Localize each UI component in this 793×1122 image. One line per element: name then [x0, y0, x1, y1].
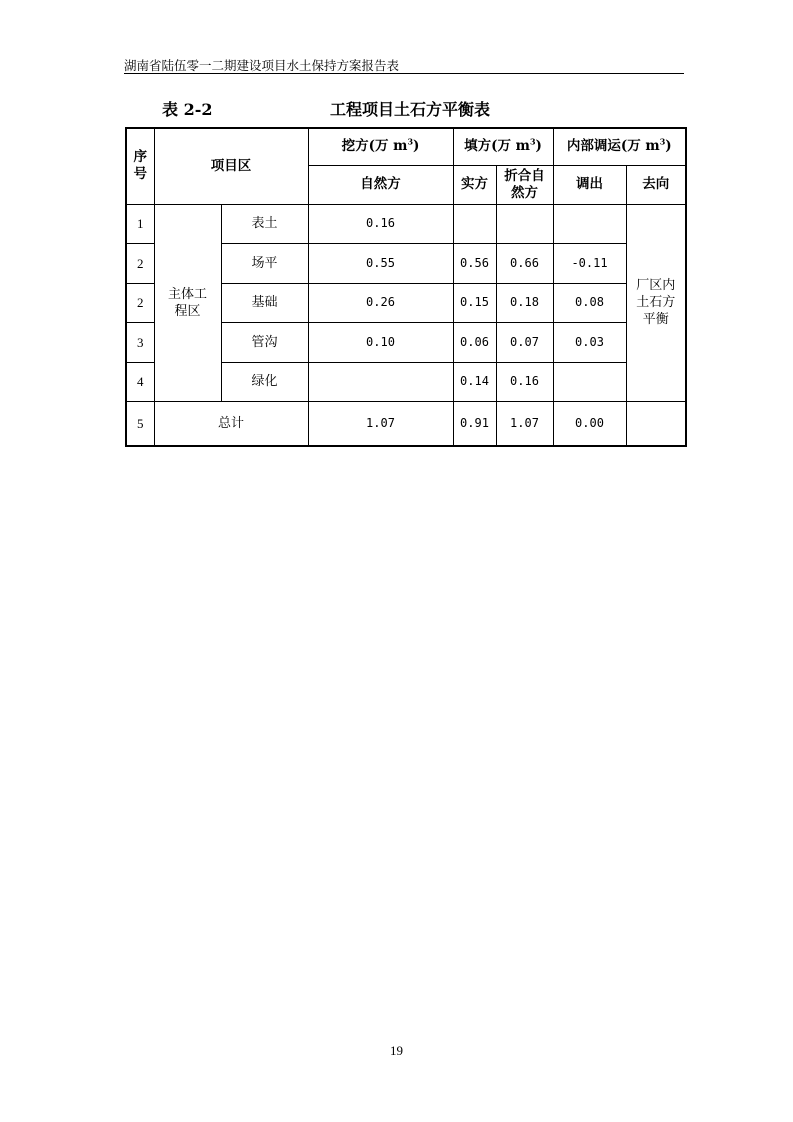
- row-fill-natural: 0.66: [496, 243, 553, 283]
- row-fill-actual: 0.15: [453, 283, 496, 322]
- header-rule: [124, 73, 684, 74]
- total-label: 总计: [154, 401, 308, 446]
- total-direction: [626, 401, 686, 446]
- row-seq: 3: [126, 322, 154, 362]
- row-fill-actual: 0.56: [453, 243, 496, 283]
- row-fill-natural: [496, 204, 553, 243]
- header-fill: 填方(万 $m^3$): [453, 128, 553, 165]
- total-fill-natural: 1.07: [496, 401, 553, 446]
- table-row: [126, 204, 686, 243]
- table-number: 表 2-2: [162, 100, 213, 119]
- row-item: 管沟: [221, 322, 308, 362]
- header-excavation: 挖方(万 $m^3$): [308, 128, 453, 165]
- total-fill-actual: 0.91: [453, 401, 496, 446]
- direction-note: 厂区内 土石方 平衡: [626, 204, 686, 401]
- row-fill-natural: 0.16: [496, 362, 553, 401]
- row-item: 绿化: [221, 362, 308, 401]
- row-seq: 1: [126, 204, 154, 243]
- header-actual: 实方: [453, 165, 496, 204]
- row-excavation: [308, 362, 453, 401]
- total-excavation: 1.07: [308, 401, 453, 446]
- header-seq: 序 号: [126, 128, 154, 204]
- row-excavation: 0.26: [308, 283, 453, 322]
- page-number: 19: [390, 1043, 403, 1058]
- total-row: [126, 401, 686, 446]
- row-item: 基础: [221, 283, 308, 322]
- group-label: 主体工 程区: [154, 204, 221, 401]
- header-converted-natural: 折合自 然方: [496, 165, 553, 204]
- row-out: 0.03: [553, 322, 626, 362]
- table-title: 工程项目土石方平衡表: [330, 100, 491, 119]
- header-out: 调出: [553, 165, 626, 204]
- header-internal-transfer: 内部调运(万 $m^3$): [553, 128, 686, 165]
- total-out: 0.00: [553, 401, 626, 446]
- row-out: -0.11: [553, 243, 626, 283]
- row-item: 表土: [221, 204, 308, 243]
- row-fill-actual: 0.14: [453, 362, 496, 401]
- row-fill-natural: 0.07: [496, 322, 553, 362]
- row-fill-natural: 0.18: [496, 283, 553, 322]
- earthwork-balance-table: [125, 127, 687, 447]
- row-item: 场平: [221, 243, 308, 283]
- row-out: [553, 362, 626, 401]
- row-excavation: 0.16: [308, 204, 453, 243]
- row-fill-actual: [453, 204, 496, 243]
- row-seq: 4: [126, 362, 154, 401]
- total-seq: 5: [126, 401, 154, 446]
- row-out: [553, 204, 626, 243]
- header-direction: 去向: [626, 165, 686, 204]
- row-seq: 2: [126, 243, 154, 283]
- row-seq: 2: [126, 283, 154, 322]
- running-header: 湖南省陆伍零一二期建设项目水土保持方案报告表: [124, 58, 400, 73]
- header-area: 项目区: [154, 128, 308, 204]
- row-excavation: 0.10: [308, 322, 453, 362]
- header-natural: 自然方: [308, 165, 453, 204]
- row-excavation: 0.55: [308, 243, 453, 283]
- row-out: 0.08: [553, 283, 626, 322]
- row-fill-actual: 0.06: [453, 322, 496, 362]
